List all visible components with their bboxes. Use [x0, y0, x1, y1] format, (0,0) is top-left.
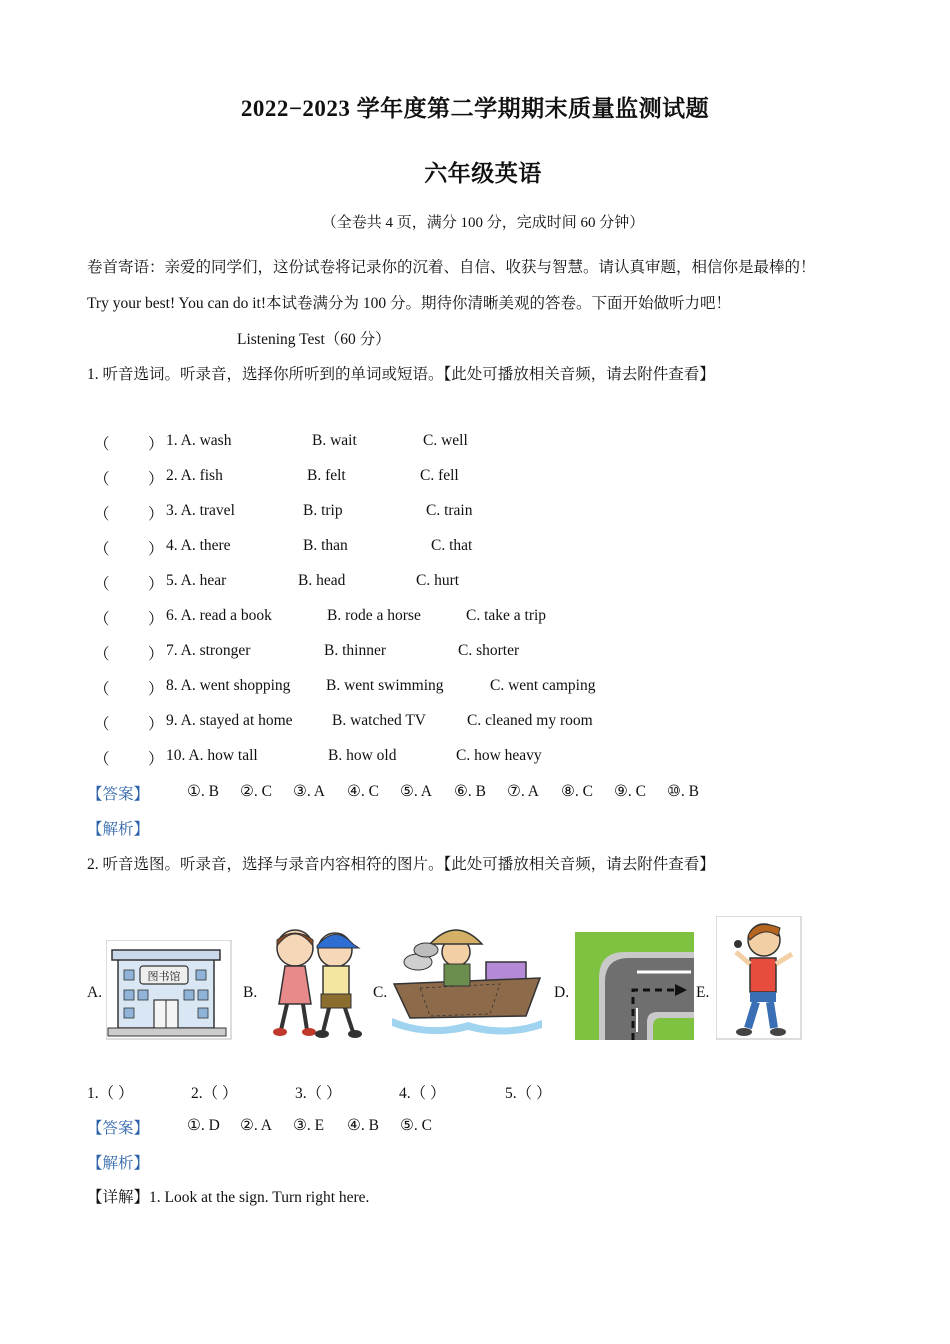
answer-item: ④. B	[347, 1117, 379, 1134]
answer-item: ④. C	[347, 783, 379, 800]
intro-line-2: Try your best! You can do it!本试卷满分为 100 分。期待你清晰美观的答卷。下面开始做听力吧！	[87, 295, 731, 312]
blank-open: （	[94, 541, 110, 558]
answer-item: ②. A	[240, 1117, 272, 1134]
answer-blank: 3.（ ）	[295, 1085, 342, 1102]
picture-label: E.	[696, 984, 710, 1001]
answer-blank: 5.（ ）	[505, 1085, 552, 1102]
q2-instruction: 2. 听音选图。听录音，选择与录音内容相符的图片。【此处可播放相关音频，请去附件查看】	[87, 856, 715, 873]
answer-item: ⑧. C	[561, 783, 593, 800]
option-c: C. fell	[420, 467, 459, 484]
answer-label: 【答案】	[87, 786, 150, 803]
blank-open: （	[94, 611, 110, 628]
blank-close: ）	[148, 576, 164, 593]
option-c: C. went camping	[490, 677, 596, 694]
road-picture	[575, 932, 694, 1040]
picture-label: A.	[87, 984, 103, 1001]
option-b: B. wait	[312, 432, 357, 449]
blank-close: ）	[148, 716, 164, 733]
blank-open: （	[94, 681, 110, 698]
option-b: B. trip	[303, 502, 343, 519]
answer-item: ⑦. A	[507, 783, 539, 800]
answer-blank: 4.（ ）	[399, 1085, 446, 1102]
option-a: 10. A. how tall	[166, 747, 258, 764]
answer-item: ⑩. B	[667, 783, 699, 800]
blank-open: （	[94, 506, 110, 523]
turn-right-road-icon	[575, 932, 694, 1040]
fisherman-picture	[390, 918, 545, 1040]
option-c: C. hurt	[416, 572, 460, 589]
library-picture	[106, 940, 232, 1040]
library-sign: 图书馆	[147, 970, 181, 983]
blank-open: （	[94, 471, 110, 488]
blank-close: ）	[148, 646, 164, 663]
q1-instruction: 1. 听音选词。听录音，选择你所听到的单词或短语。【此处可播放相关音频，请去附件查看】	[87, 366, 715, 383]
option-a: 6. A. read a book	[166, 607, 272, 624]
answer-item: ①. D	[187, 1117, 220, 1134]
intro-line-1: 卷首寄语：亲爱的同学们，这份试卷将记录你的沉着、自信、收获与智慧。请认真审题，相信你是最棒的！	[87, 259, 816, 276]
answer-blank: 1.（ ）	[87, 1085, 134, 1102]
blank-open: （	[94, 576, 110, 593]
blank-close: ）	[148, 436, 164, 453]
page-title: 2022−2023 学年度第二学期期末质量监测试题	[240, 96, 710, 121]
option-a: 3. A. travel	[166, 502, 235, 519]
fisherman-boat-icon	[390, 918, 545, 1040]
option-b: B. watched TV	[332, 712, 426, 729]
option-b: B. head	[298, 572, 346, 589]
singer-picture	[716, 916, 802, 1040]
blank-close: ）	[148, 506, 164, 523]
answer-item: ①. B	[187, 783, 219, 800]
option-a: 1. A. wash	[166, 432, 232, 449]
blank-close: ）	[148, 471, 164, 488]
answer-item: ②. C	[240, 783, 272, 800]
option-c: C. well	[423, 432, 468, 449]
blank-open: （	[94, 751, 110, 768]
option-a: 9. A. stayed at home	[166, 712, 293, 729]
listening-header: Listening Test（60 分）	[237, 331, 391, 348]
exam-note: （全卷共 4 页，满分 100 分，完成时间 60 分钟）	[321, 215, 645, 231]
answer-item: ③. E	[293, 1117, 325, 1134]
analysis-label: 【解析】	[87, 1155, 150, 1172]
detail-text: 【详解】1. Look at the sign. Turn right here.	[87, 1189, 370, 1206]
blank-close: ）	[148, 751, 164, 768]
answer-item: ⑨. C	[614, 783, 646, 800]
blank-close: ）	[148, 541, 164, 558]
analysis-label: 【解析】	[87, 821, 150, 838]
answer-item: ⑤. A	[400, 783, 432, 800]
option-b: B. felt	[307, 467, 346, 484]
picture-label: C.	[373, 984, 388, 1001]
option-a: 8. A. went shopping	[166, 677, 291, 694]
option-b: B. thinner	[324, 642, 386, 659]
blank-close: ）	[148, 681, 164, 698]
children-picture	[265, 920, 369, 1042]
answer-item: ⑤. C	[400, 1117, 432, 1134]
picture-label: D.	[554, 984, 570, 1001]
answer-item: ③. A	[293, 783, 325, 800]
option-b: B. went swimming	[326, 677, 444, 694]
option-a: 2. A. fish	[166, 467, 223, 484]
option-b: B. rode a horse	[327, 607, 421, 624]
option-c: C. take a trip	[466, 607, 547, 624]
option-b: B. how old	[328, 747, 397, 764]
option-c: C. that	[431, 537, 473, 554]
option-a: 4. A. there	[166, 537, 231, 554]
library-building-icon	[106, 940, 232, 1040]
answer-item: ⑥. B	[454, 783, 486, 800]
blank-open: （	[94, 646, 110, 663]
option-c: C. cleaned my room	[467, 712, 593, 729]
children-walking-icon	[265, 920, 369, 1042]
blank-open: （	[94, 436, 110, 453]
blank-open: （	[94, 716, 110, 733]
option-a: 5. A. hear	[166, 572, 227, 589]
picture-label: B.	[243, 984, 258, 1001]
option-c: C. shorter	[458, 642, 520, 659]
option-a: 7. A. stronger	[166, 642, 251, 659]
option-c: C. train	[426, 502, 473, 519]
page-subtitle: 六年级英语	[424, 161, 542, 186]
answer-label: 【答案】	[87, 1120, 150, 1137]
answer-blank: 2.（ ）	[191, 1085, 238, 1102]
option-c: C. how heavy	[456, 747, 542, 764]
option-b: B. than	[303, 537, 348, 554]
singing-boy-icon	[716, 916, 802, 1040]
blank-close: ）	[148, 611, 164, 628]
